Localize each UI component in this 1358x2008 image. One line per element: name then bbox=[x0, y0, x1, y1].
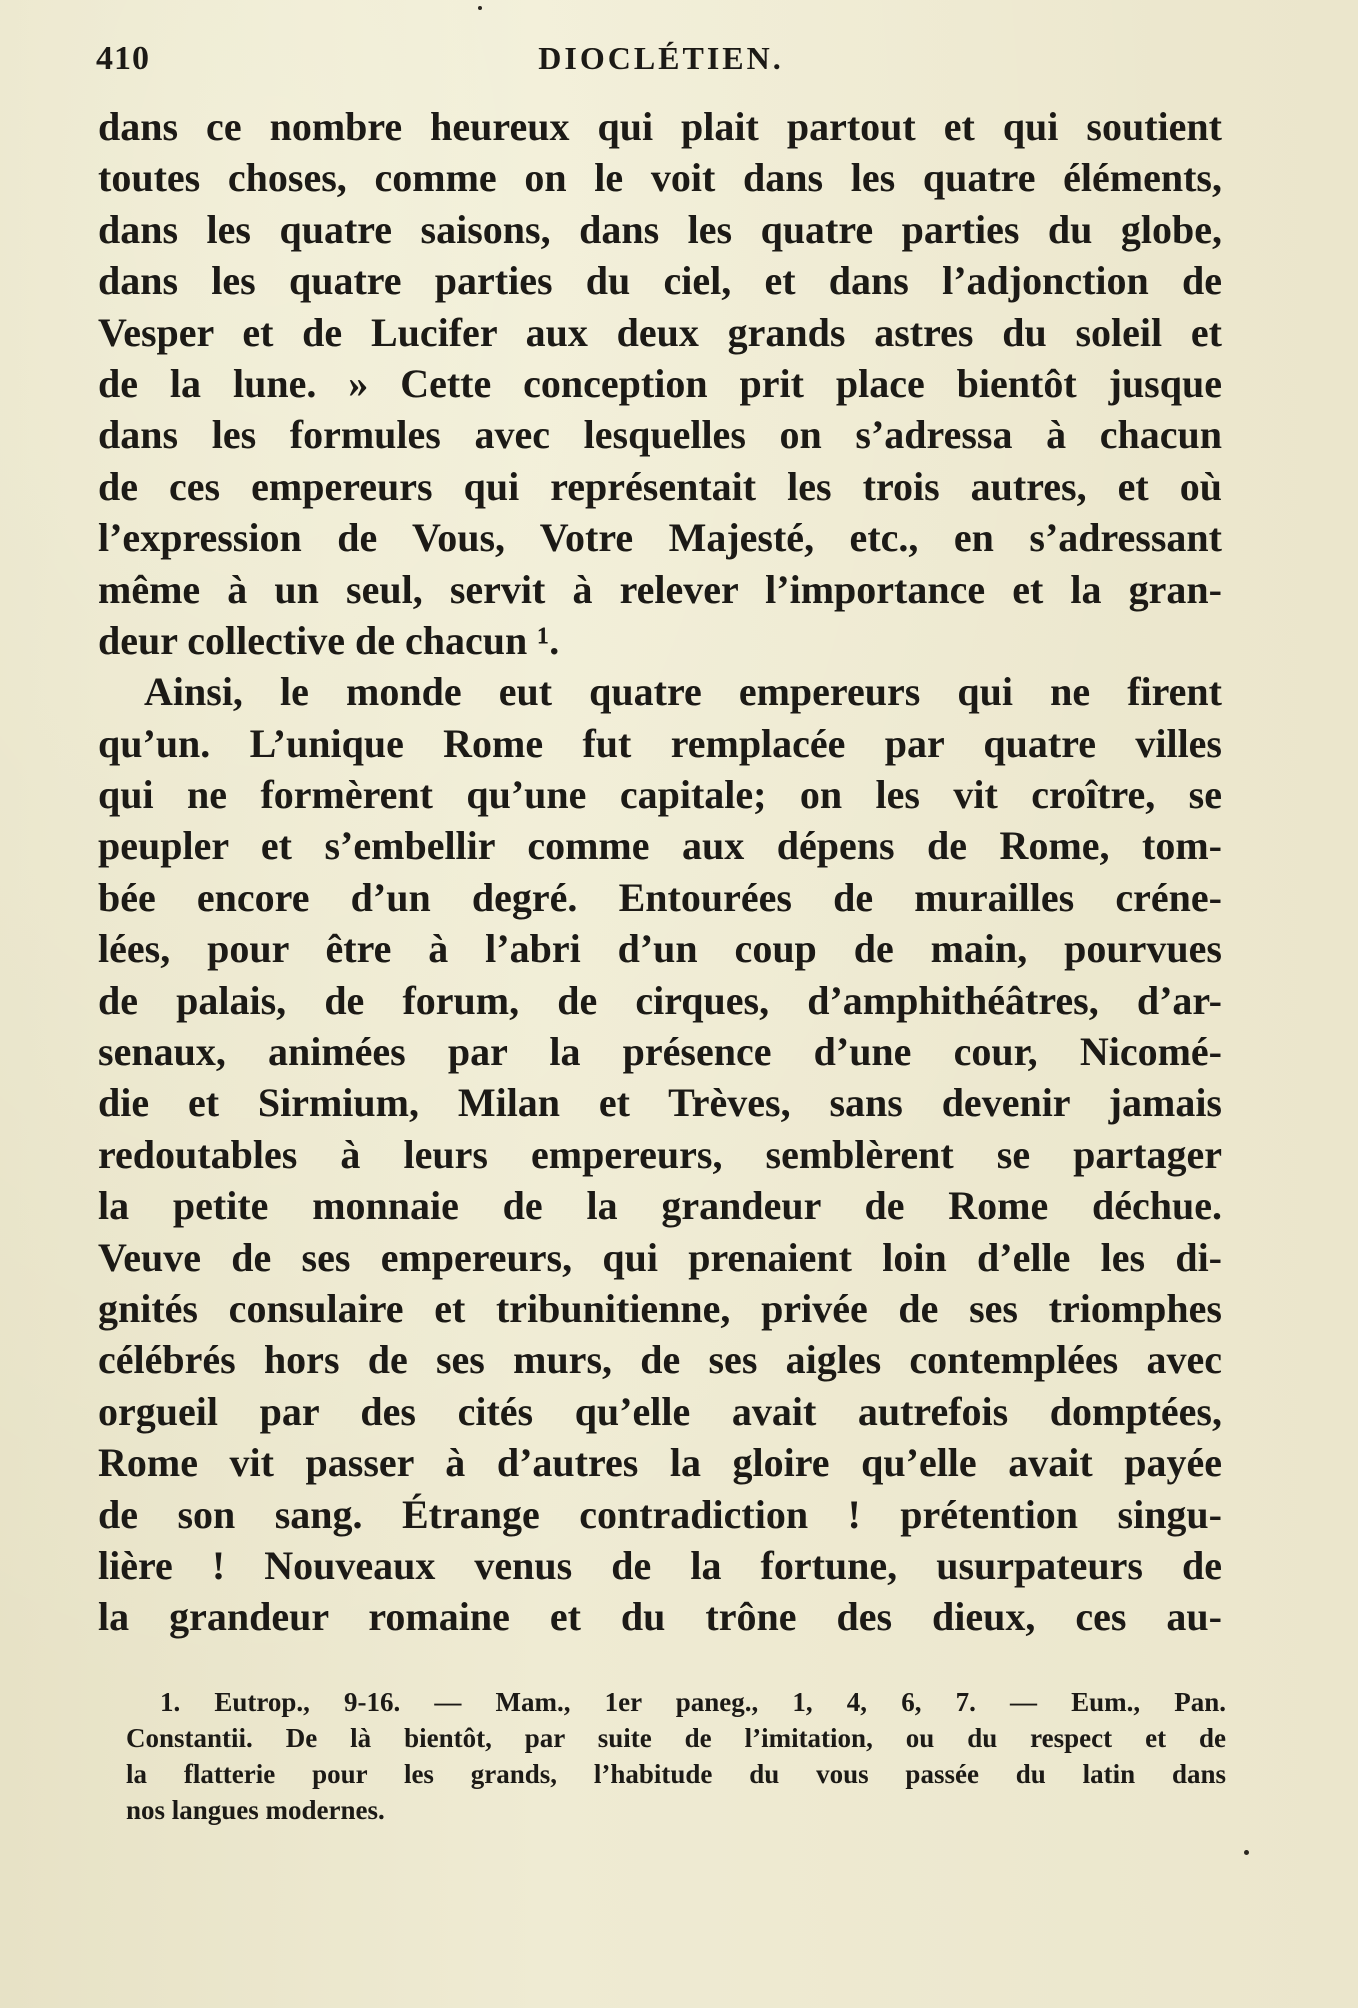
text-line: de palais, de forum, de cirques, d’amphithéâtres, d’ar- bbox=[98, 977, 1222, 1023]
text-line: die et Sirmium, Milan et Trèves, sans devenir jamais bbox=[98, 1080, 1222, 1126]
text-line: qui ne formèrent qu’une capitale; on les vit croître, se bbox=[98, 772, 1222, 818]
text-line: Veuve de ses empereurs, qui prenaient loin d’elle les di- bbox=[98, 1234, 1222, 1280]
text-line: qu’un. L’unique Rome fut remplacée par quatre villes bbox=[98, 720, 1222, 766]
paper-speck bbox=[478, 6, 482, 10]
page-number: 410 bbox=[96, 40, 150, 77]
text-line: dans les quatre parties du ciel, et dans l’adjonction de bbox=[98, 258, 1222, 304]
text-line: célébrés hors de ses murs, de ses aigles contemplées avec bbox=[98, 1337, 1222, 1383]
text-line: Rome vit passer à d’autres la gloire qu’elle avait payée bbox=[98, 1440, 1222, 1486]
text-line: redoutables à leurs empereurs, semblèrent se partager bbox=[98, 1131, 1222, 1177]
text-line: peupler et s’embellir comme aux dépens de Rome, tom- bbox=[98, 823, 1222, 869]
page-header bbox=[96, 36, 1226, 86]
footnotes bbox=[126, 1684, 1226, 1828]
footnote-line: nos langues modernes. bbox=[126, 1795, 385, 1825]
text-line: Vesper et de Lucifer aux deux grands astres du soleil et bbox=[98, 309, 1222, 355]
text-line: dans ce nombre heureux qui plait partout et qui soutient bbox=[98, 104, 1222, 149]
body-text bbox=[98, 101, 1222, 1643]
paper-speck bbox=[1244, 1850, 1249, 1855]
text-line: même à un seul, servit à relever l’importance et la gran- bbox=[98, 566, 1222, 612]
text-line: la petite monnaie de la grandeur de Rome déchue. bbox=[98, 1183, 1222, 1229]
footnote-line: 1. Eutrop., 9-16. — Mam., 1er paneg., 1, 4, 6, 7. — Eum., Pan. bbox=[160, 1687, 1226, 1717]
text-line: gnités consulaire et tribunitienne, privée de ses triomphes bbox=[98, 1285, 1222, 1331]
text-line: Ainsi, le monde eut quatre empereurs qui ne firent bbox=[144, 669, 1222, 715]
footnote-line: Constantii. De là bientôt, par suite de l’imitation, ou du respect et de bbox=[126, 1723, 1226, 1753]
text-line: senaux, animées par la présence d’une cour, Nicomé- bbox=[98, 1029, 1222, 1075]
running-title: DIOCLÉTIEN. bbox=[538, 40, 784, 76]
text-line: lées, pour être à l’abri d’un coup de main, pourvues bbox=[98, 926, 1222, 972]
text-line: dans les formules avec lesquelles on s’adressa à chacun bbox=[98, 412, 1222, 458]
text-line: toutes choses, comme on le voit dans les quatre éléments, bbox=[98, 155, 1222, 201]
text-line: de la lune. » Cette conception prit place bientôt jusque bbox=[98, 360, 1222, 406]
text-line: bée encore d’un degré. Entourées de murailles créne- bbox=[98, 874, 1222, 920]
text-line: la grandeur romaine et du trône des dieux, ces au- bbox=[98, 1594, 1222, 1640]
text-line: lière ! Nouveaux venus de la fortune, usurpateurs de bbox=[98, 1542, 1222, 1588]
text-line: l’expression de Vous, Votre Majesté, etc., en s’adressant bbox=[98, 515, 1222, 561]
text-line: dans les quatre saisons, dans les quatre parties du globe, bbox=[98, 206, 1222, 252]
text-line: deur collective de chacun ¹. bbox=[98, 617, 560, 663]
footnote-line: la flatterie pour les grands, l’habitude du vous passée du latin dans bbox=[126, 1759, 1226, 1789]
text-line: de son sang. Étrange contradiction ! prétention singu- bbox=[98, 1491, 1222, 1537]
text-line: de ces empereurs qui représentait les trois autres, et où bbox=[98, 463, 1222, 509]
text-line: orgueil par des cités qu’elle avait autrefois domptées, bbox=[98, 1388, 1222, 1434]
